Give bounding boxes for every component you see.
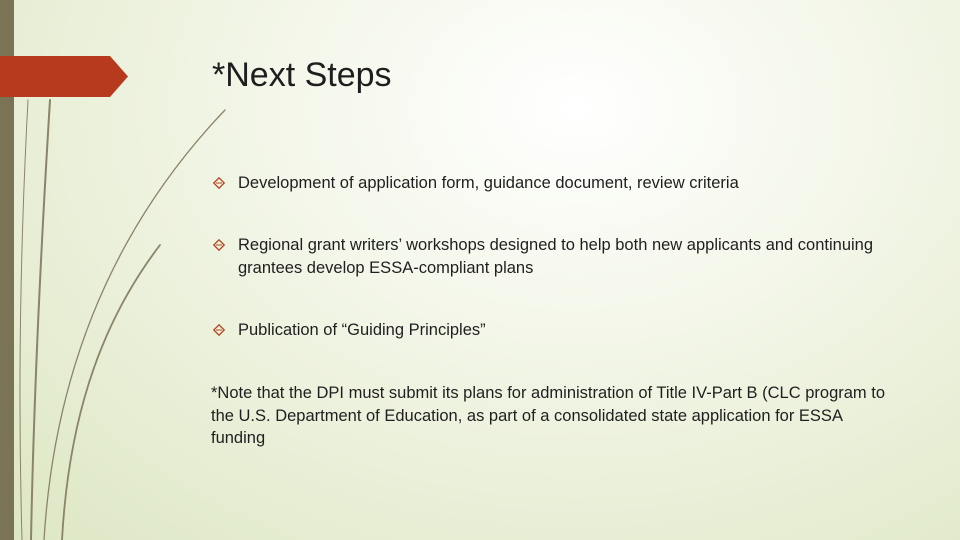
swoosh-line-2 <box>44 110 225 540</box>
swoosh-line-1 <box>31 100 50 540</box>
bullet-item <box>213 172 893 195</box>
bullet-item <box>213 319 893 342</box>
title-accent-arrow <box>0 56 128 97</box>
bullet-text: Publication of “Guiding Principles” <box>238 321 486 339</box>
footnote: *Note that the DPI must submit its plans for administration of Title IV-Part B (CLC program to the U.S. Department of Education, as part of a consolidated state application for ESSA funding <box>211 384 886 447</box>
diamond-outline-icon <box>213 172 238 195</box>
slide-title: *Next Steps <box>212 56 392 94</box>
bullet-text: Regional grant writers’ workshops designed to help both new applicants and continuing grantees develop ESSA-compliant plans <box>238 236 874 277</box>
swoosh-line-3 <box>62 245 160 540</box>
swoosh-line-4 <box>20 100 28 540</box>
diamond-outline-icon <box>213 234 238 257</box>
diamond-outline-icon <box>213 319 238 342</box>
bullet-item <box>213 234 893 279</box>
bullet-text: Development of application form, guidance document, review criteria <box>238 174 739 192</box>
